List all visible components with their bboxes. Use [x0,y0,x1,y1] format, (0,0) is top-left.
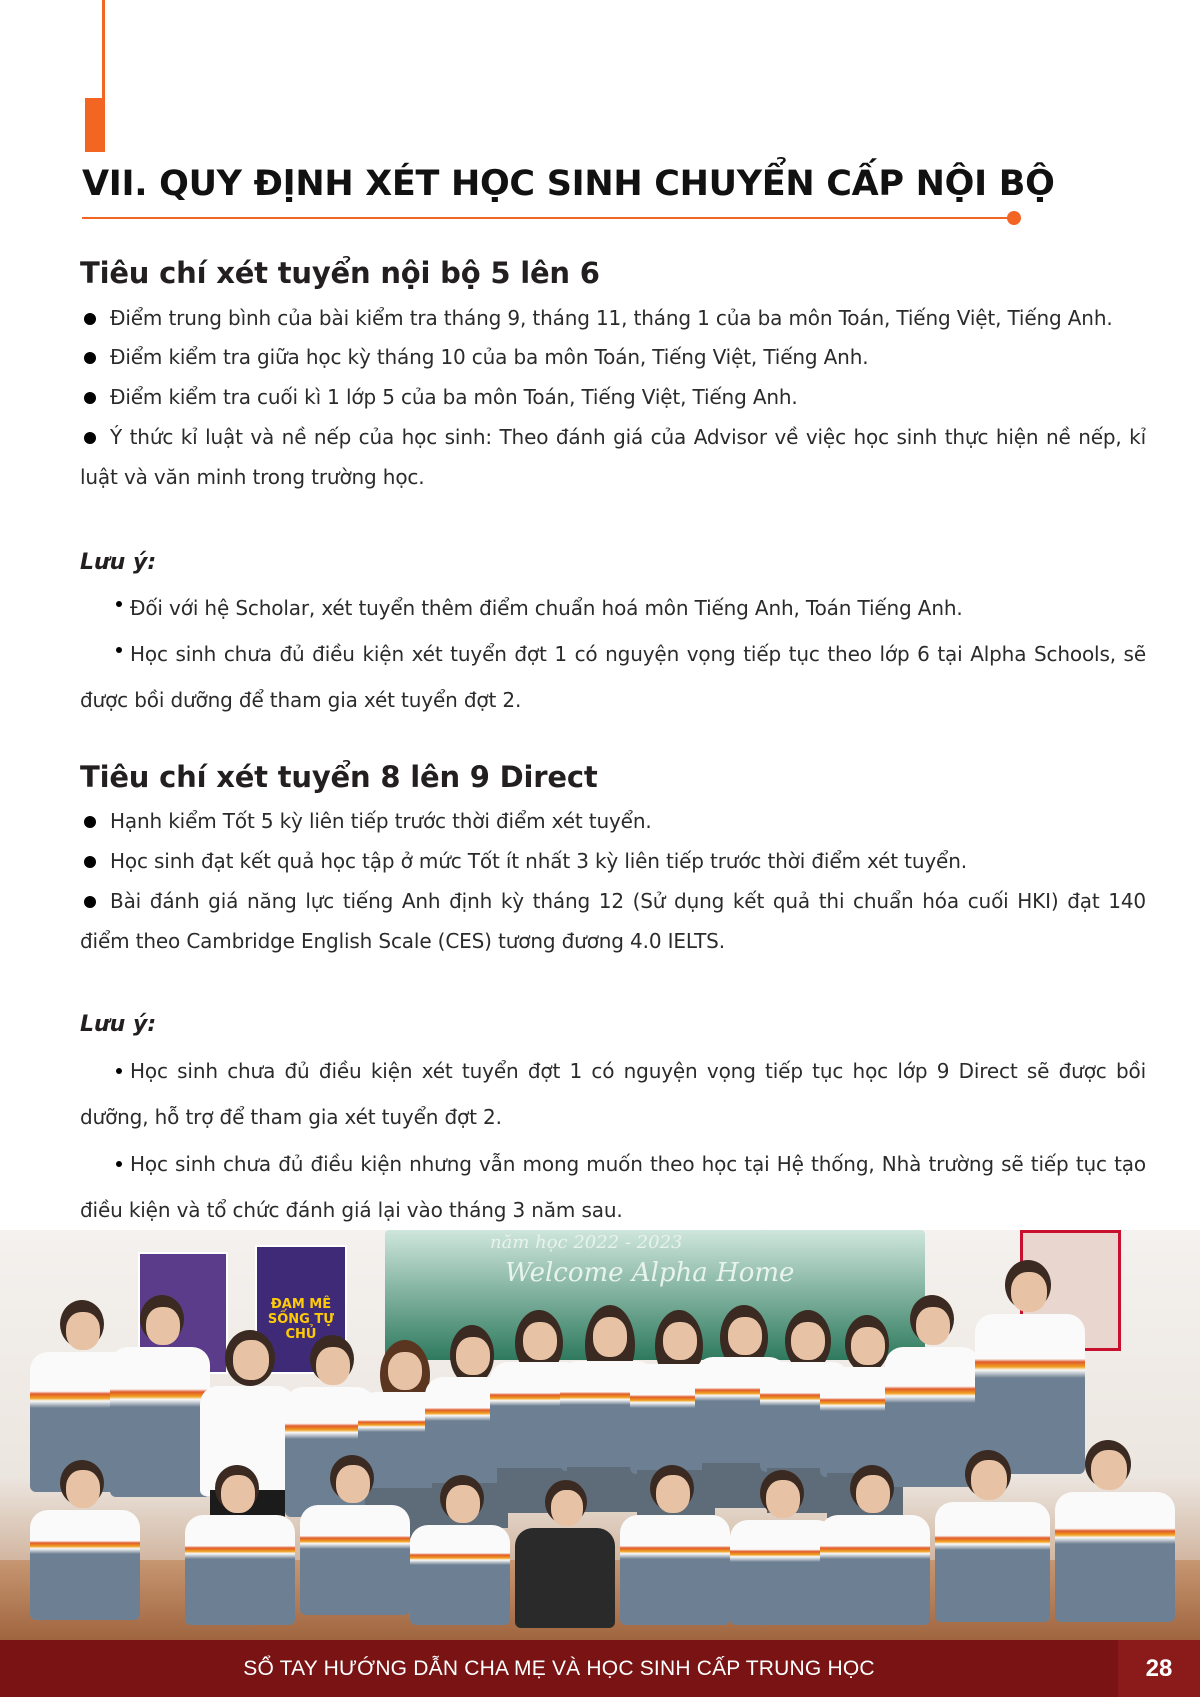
bullet-icon [84,856,96,868]
footer-title: SỔ TAY HƯỚNG DẪN CHA MẸ VÀ HỌC SINH CẤP TRUNG HỌC [243,1657,875,1680]
page-footer [0,1640,1200,1697]
decorative-orange-block [85,98,105,152]
note-item: Học sinh chưa đủ điều kiện xét tuyển đợt 1 có nguyện vọng tiếp tục học lớp 9 Direct sẽ được bồi dưỡng, hỗ trợ để tham gia xét tuyển đợt 2. [80,1059,1146,1129]
note-item: Học sinh chưa đủ điều kiện nhưng vẫn mong muốn theo học tại Hệ thống, Nhà trường sẽ tiếp tục tạo điều kiện và tổ chức đánh giá lại vào tháng 3 năm sau. [80,1152,1146,1222]
decorative-vertical-line [102,0,105,100]
note-label: Lưu ý: [80,1012,157,1037]
criteria-item: Hạnh kiểm Tốt 5 kỳ liên tiếp trước thời điểm xét tuyển. [80,801,1146,841]
small-bullet-icon [116,601,122,607]
section-heading-8-to-9: Tiêu chí xét tuyển 8 lên 9 Direct [80,760,598,794]
criteria-item: Điểm kiểm tra giữa học kỳ tháng 10 của ba môn Toán, Tiếng Việt, Tiếng Anh. [80,337,1146,377]
criteria-item: Điểm trung bình của bài kiểm tra tháng 9, tháng 11, tháng 1 của ba môn Toán, Tiếng Việt, Tiếng Anh. [80,298,1146,338]
small-bullet-icon [116,647,122,653]
small-bullet-icon [116,1068,122,1074]
class-group-photo [0,1230,1200,1640]
criteria-item: Học sinh đạt kết quả học tập ở mức Tốt ít nhất 3 kỳ liên tiếp trước thời điểm xét tuyển. [80,841,1146,881]
small-bullet-icon [116,1161,122,1167]
bullet-icon [84,896,96,908]
note-item: Đối với hệ Scholar, xét tuyển thêm điểm chuẩn hoá môn Tiếng Anh, Toán Tiếng Anh. [80,585,1146,631]
bullet-icon [84,352,96,364]
note-label: Lưu ý: [80,550,157,575]
bullet-icon [84,392,96,404]
page-number-box [1118,1640,1200,1697]
criteria-item: Ý thức kỉ luật và nề nếp của học sinh: Theo đánh giá của Advisor về việc học sinh thực hiện nề nếp, kỉ luật và văn minh trong trường học. [80,425,1146,489]
section-heading-5-to-6: Tiêu chí xét tuyển nội bộ 5 lên 6 [80,256,600,290]
poster-slogan: ĐAM MÊ SỐNG TỰ CHỦ [267,1297,335,1342]
chalkboard-welcome-text: Welcome Alpha Home [505,1258,795,1288]
bullet-icon [84,313,96,325]
title-underline [82,217,1012,219]
criteria-item: Bài đánh giá năng lực tiếng Anh định kỳ tháng 12 (Sử dụng kết quả thi chuẩn hóa cuối HKI) đạt 140 điểm theo Cambridge English Scale (CES) tương đương 4.0 IELTS. [80,889,1146,953]
title-underline-dot [1007,211,1021,225]
chalkboard-year: năm học 2022 - 2023 [490,1232,683,1253]
bullet-icon [84,816,96,828]
page-number: 28 [1145,1655,1173,1682]
note-item: Học sinh chưa đủ điều kiện xét tuyển đợt 1 có nguyện vọng tiếp tục theo lớp 6 tại Alpha Schools, sẽ được bồi dưỡng để tham gia xét tuyển đợt 2. [80,642,1146,712]
page-title: VII. QUY ĐỊNH XÉT HỌC SINH CHUYỂN CẤP NỘI BỘ [82,164,1055,204]
criteria-item: Điểm kiểm tra cuối kì 1 lớp 5 của ba môn Toán, Tiếng Việt, Tiếng Anh. [80,377,1146,417]
bullet-icon [84,432,96,444]
